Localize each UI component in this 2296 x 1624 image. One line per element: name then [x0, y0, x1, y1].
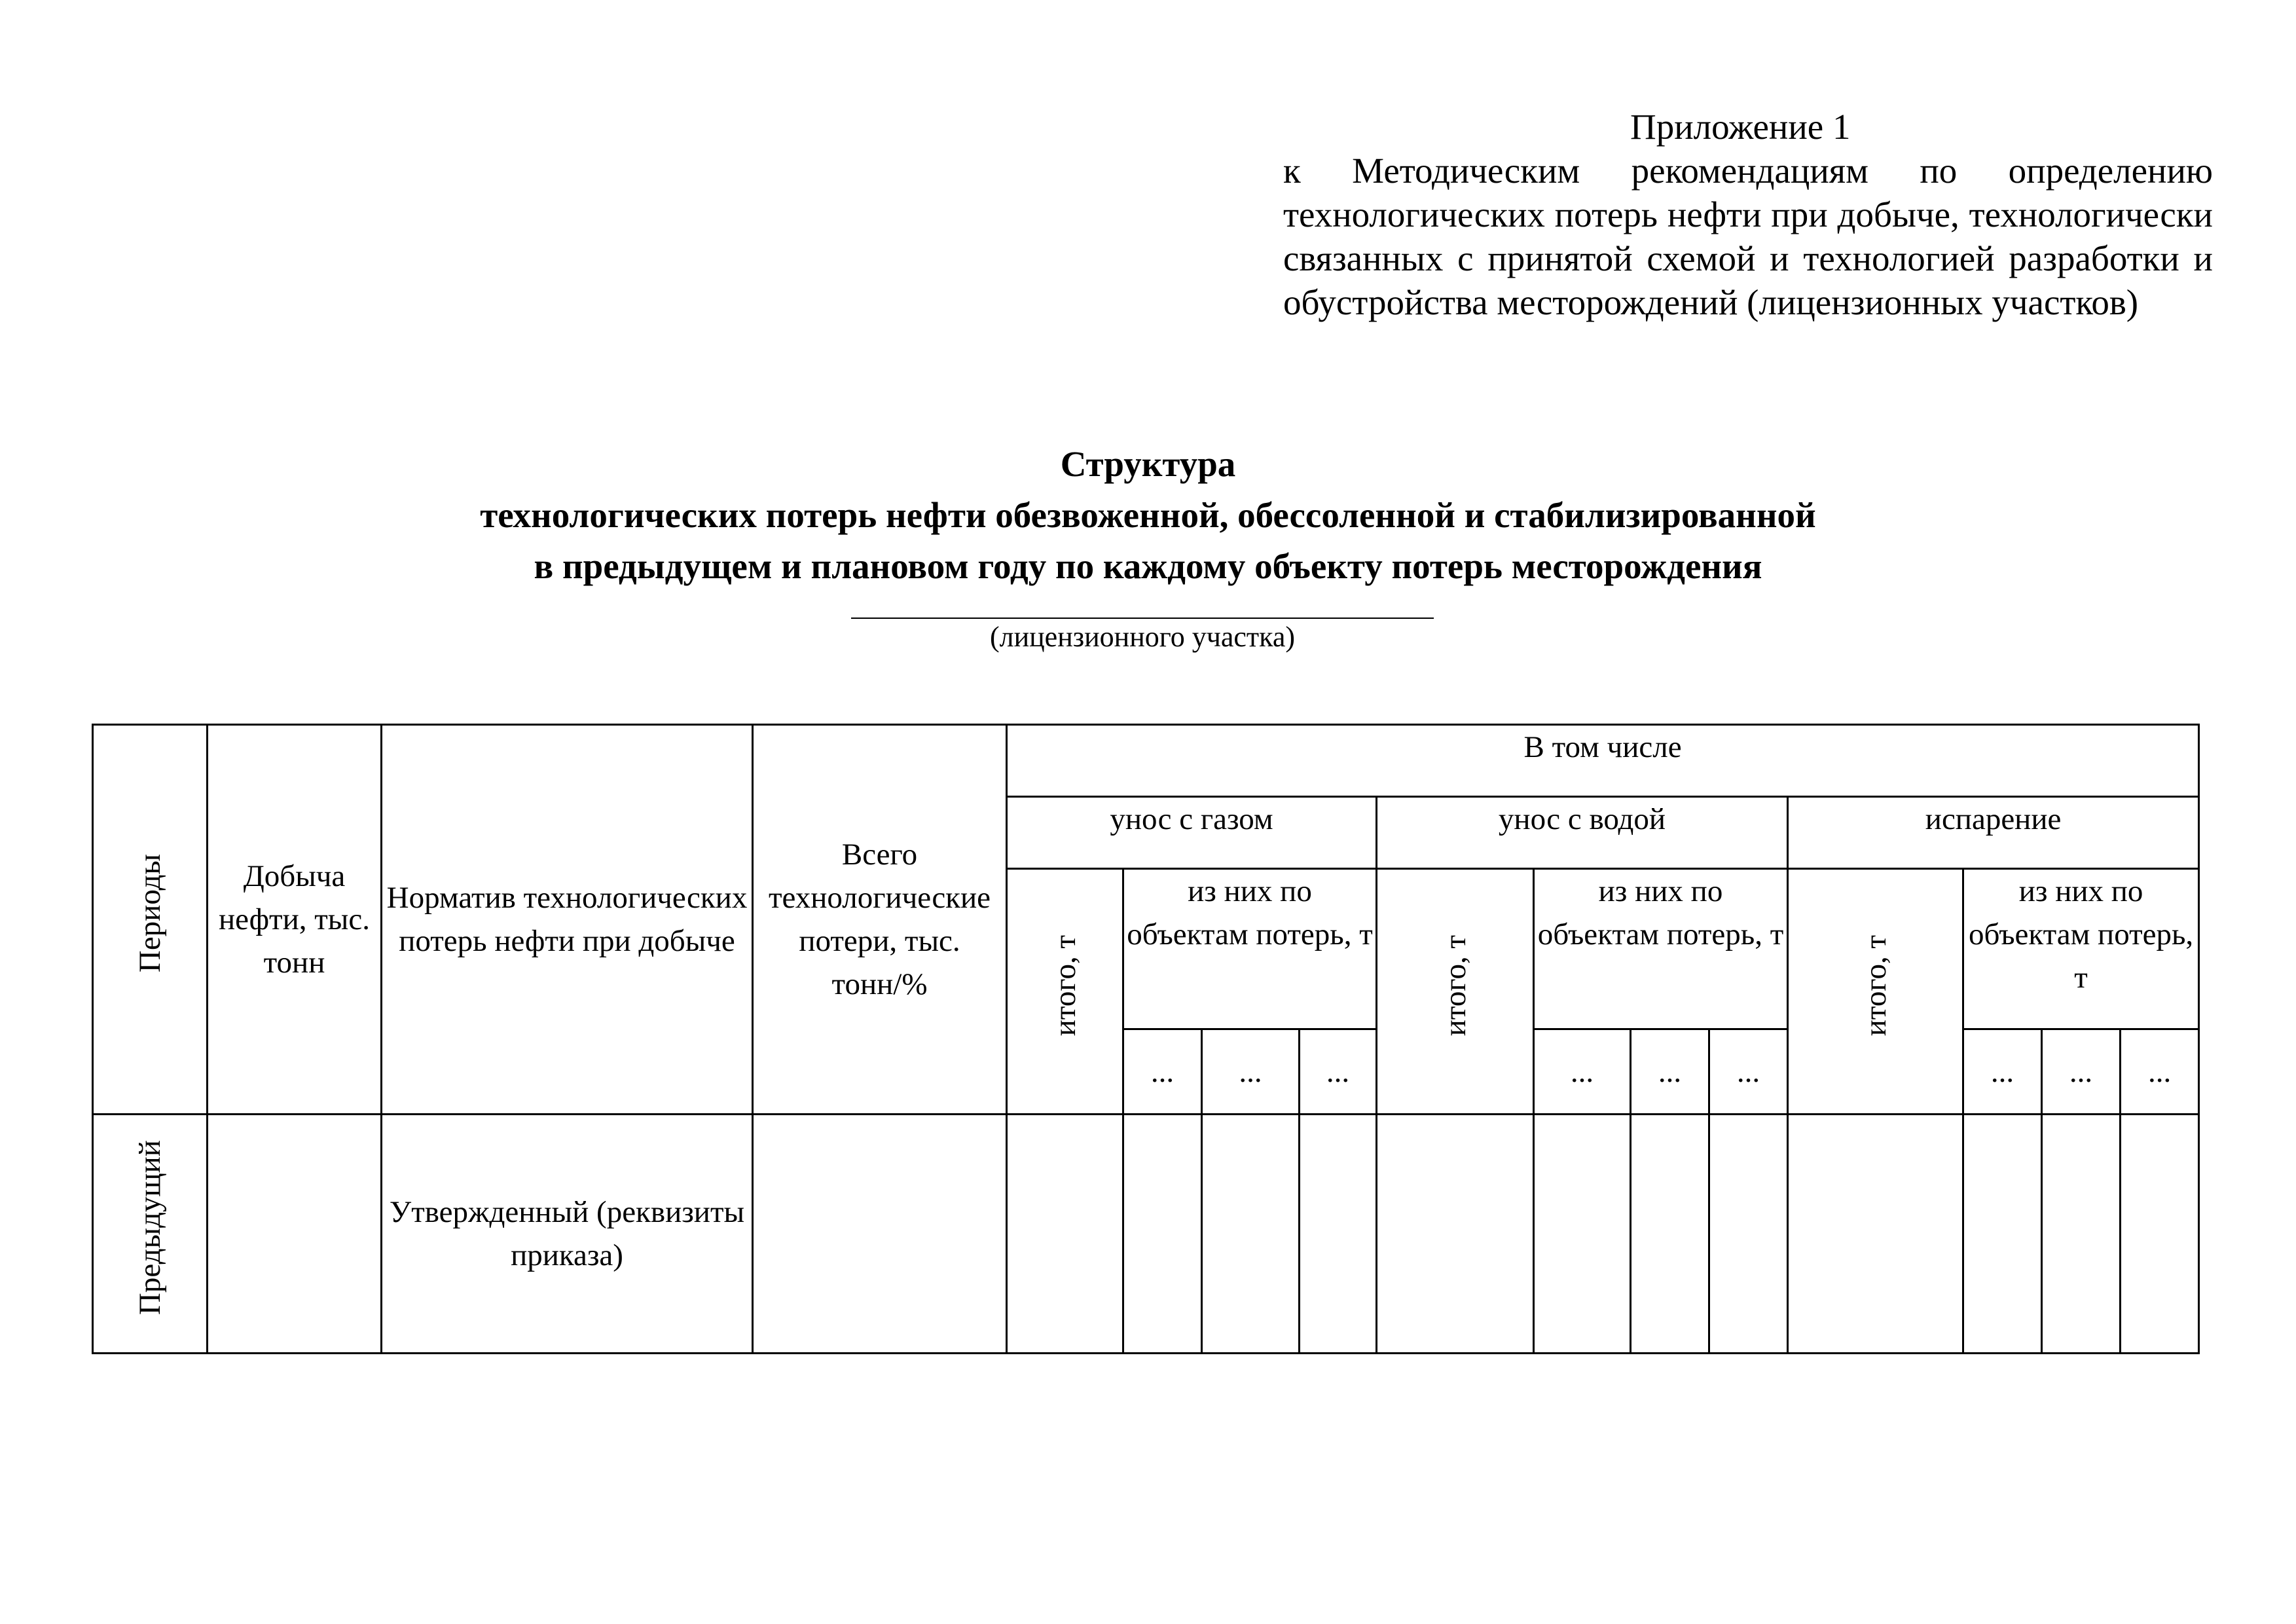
row-norm-cell: Утвержденный (реквизиты приказа) — [382, 1115, 753, 1354]
header-group-evaporation: испарение — [1788, 797, 2199, 869]
header-evap-of-them: из них по объектам потерь, т — [1963, 869, 2199, 1029]
gas-object-2: ... — [1202, 1029, 1300, 1115]
evap-object-3: ... — [2121, 1029, 2199, 1115]
appendix-body: к Методическим рекомендациям по определению технологических потерь нефти при добыче, технологически связанных с принятой схемой и технологией разработки и обустройства месторождений (лицензионных участков) — [1283, 151, 2213, 322]
header-water-itogo — [1377, 869, 1534, 1115]
heading-line-3: в предыдущем и плановом году по каждому объекту потерь месторождения — [534, 546, 1762, 586]
row-water-object-3-cell — [1709, 1115, 1788, 1354]
row-evap-itogo-cell — [1788, 1115, 1963, 1354]
header-periods-label: Периоды — [133, 854, 167, 973]
row-gas-object-2-cell — [1202, 1115, 1300, 1354]
row-water-itogo-cell — [1377, 1115, 1534, 1354]
row-total-cell — [753, 1115, 1007, 1354]
header-evap-itogo-label: итого, т — [1858, 934, 1893, 1037]
row-gas-object-3-cell — [1300, 1115, 1377, 1354]
row-gas-object-1-cell — [1123, 1115, 1202, 1354]
license-area-blank-line — [851, 618, 1434, 619]
table-row — [93, 1115, 2199, 1354]
evap-object-1: ... — [1963, 1029, 2042, 1115]
header-water-of-them: из них по объектам потерь, т — [1534, 869, 1788, 1029]
header-total-losses: Всего технологические потери, тыс. тонн/% — [753, 725, 1007, 1115]
document-heading — [0, 439, 2296, 592]
row-evap-object-1-cell — [1963, 1115, 2042, 1354]
header-production: Добыча нефти, тыс. тонн — [208, 725, 382, 1115]
license-area-caption: (лицензионного участка) — [989, 621, 1296, 653]
gas-object-1: ... — [1123, 1029, 1202, 1115]
header-periods — [93, 725, 208, 1115]
appendix-title: Приложение 1 — [1630, 107, 1851, 147]
header-including: В том числе — [1007, 725, 2199, 797]
gas-object-3: ... — [1300, 1029, 1377, 1115]
header-group-water: унос с водой — [1377, 797, 1788, 869]
header-evap-itogo — [1788, 869, 1963, 1115]
header-norm: Норматив технологических потерь нефти при добыче — [382, 725, 753, 1115]
header-group-gas: унос с газом — [1007, 797, 1377, 869]
row-period-label: Предыдущий — [133, 1140, 167, 1316]
row-production-cell — [208, 1115, 382, 1354]
heading-line-2: технологических потерь нефти обезвоженной, обессоленной и стабилизированной — [480, 495, 1816, 535]
row-evap-object-2-cell — [2042, 1115, 2121, 1354]
heading-line-1: Структура — [1060, 444, 1236, 484]
header-gas-itogo — [1007, 869, 1123, 1115]
row-evap-object-3-cell — [2121, 1115, 2199, 1354]
water-object-3: ... — [1709, 1029, 1788, 1115]
appendix-block — [1283, 105, 2213, 324]
header-gas-of-them: из них по объектам потерь, т — [1123, 869, 1377, 1029]
water-object-2: ... — [1631, 1029, 1709, 1115]
row-water-object-1-cell — [1534, 1115, 1631, 1354]
header-gas-itogo-label: итого, т — [1048, 934, 1082, 1037]
row-period — [93, 1115, 208, 1354]
water-object-1: ... — [1534, 1029, 1631, 1115]
row-gas-itogo-cell — [1007, 1115, 1123, 1354]
row-water-object-2-cell — [1631, 1115, 1709, 1354]
evap-object-2: ... — [2042, 1029, 2121, 1115]
losses-structure-table — [92, 724, 2200, 1354]
header-water-itogo-label: итого, т — [1438, 934, 1472, 1037]
